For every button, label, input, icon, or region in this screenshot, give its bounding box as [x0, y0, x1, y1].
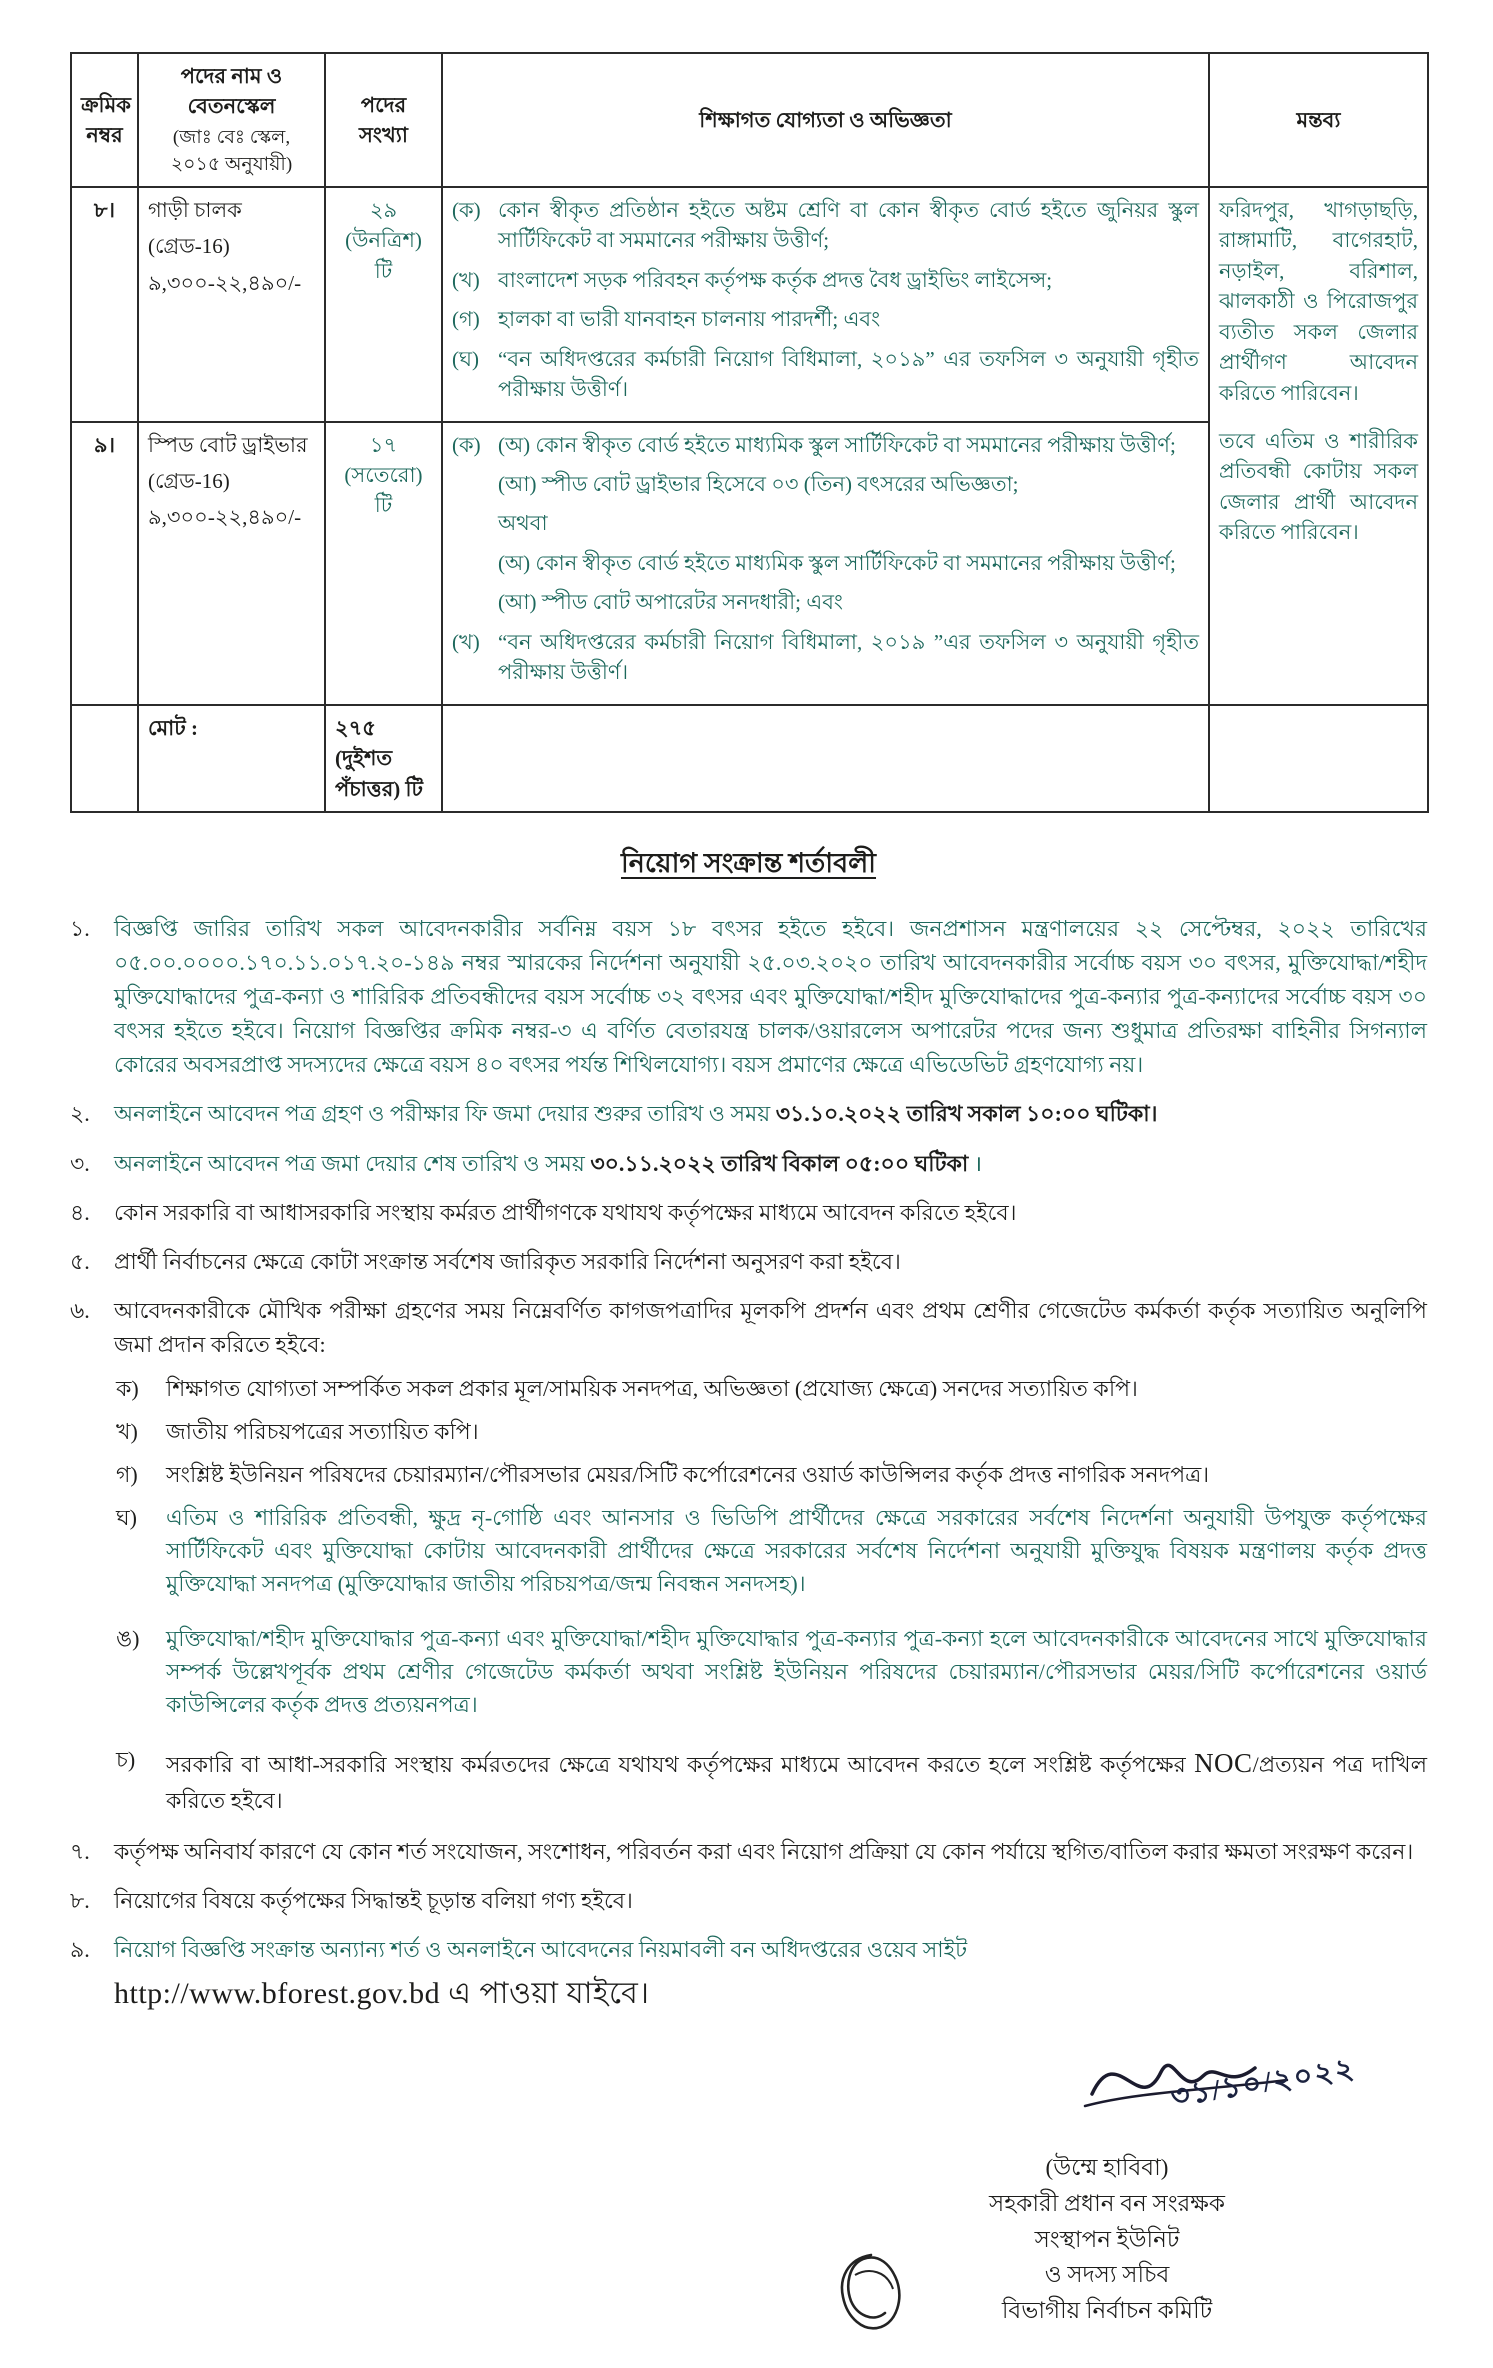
start-date: ৩১.১০.২০২২ তারিখ সকাল ১০:০০ ঘটিকা।: [775, 1101, 1158, 1127]
positions-table: [70, 52, 1429, 813]
term-6-sub-ga: গ) সংশ্লিষ্ট ইউনিয়ন পরিষদের চেয়ারম্যান/পৌরসভার মেয়র/সিটি কর্পোরেশনের ওয়ার্ড কাউন্সিলর কর্তৃক প্রদত্ত নাগরিক সনদপত্র।: [116, 1462, 1210, 1487]
signatory-title: সহকারী প্রধান বন সংরক্ষক: [989, 2190, 1225, 2216]
remarks-paragraph: ফরিদপুর, খাগড়াছড়ি, রাঙ্গামাটি, বাগেরহাট, নড়াইল, বরিশাল, ঝালকাঠী ও পিরোজপুর ব্যতীত সকল জেলার প্রার্থীগণ আবেদন করিতে পারিবেন।: [1219, 197, 1418, 405]
qualification-item: (খ) বাংলাদেশ সড়ক পরিবহন কর্তৃপক্ষ কর্তৃক প্রদত্ত বৈধ ড্রাইভিং লাইসেন্স;: [452, 267, 1053, 292]
term-9: ৯. নিয়োগ বিজ্ঞপ্তি সংক্রান্ত অন্যান্য শর্ত ও অনলাইনে আবেদনের নিয়মাবলী বন অধিদপ্তরের ওয়েব সাইট http://www.bforest.gov.bd এ পাওয়া যাইবে।: [70, 1936, 968, 2010]
term-3: ৩. অনলাইনে আবেদন পত্র জমা দেয়ার শেষ তারিখ ও সময় ৩০.১১.২০২২ তারিখ বিকাল ০৫:০০ ঘটিকা ।: [70, 1150, 983, 1176]
qualification-item: (আ) স্পীড বোট ড্রাইভার হিসেবে ০৩ (তিন) বৎসরের অভিজ্ঞতা;: [498, 472, 1019, 497]
terms-list: [70, 912, 1427, 2017]
stamp-scribble-icon: [829, 2245, 913, 2346]
term-6-sub-ka: ক) শিক্ষাগত যোগ্যতা সম্পর্কিত সকল প্রকার মূল/সাময়িক সনদপত্র, অভিজ্ঞতা (প্রযোজ্য ক্ষেত্রে) সনদের সত্যায়িত কপি।: [116, 1376, 1138, 1401]
table-row-driver: [71, 187, 1428, 422]
term-1: ১. বিজ্ঞপ্তি জারির তারিখ সকল আবেদনকারীর সর্বনিম্ন বয়স ১৮ বৎসর হইতে হইবে। জনপ্রশাসন মন্ত্রণালয়ের ২২ সেপ্টেম্বর, ২০২২ তারিখের ০৫.০০.০০০০.১৭০.১১.০১৭.২০-১৪৯ নম্বর স্মারকের নির্দেশনা অনুযায়ী ২৫.০৩.২০২০ তারিখ আবেদনকারীর সর্বোচ্চ বয়স ৩০ বৎসর, মুক্তিযোদ্ধা/শহীদ মুক্তিযোদ্ধাদের পুত্র-কন্যা ও শারিরিক প্রতিবন্ধীদের বয়স সর্বোচ্চ ৩২ বৎসর এবং মুক্তিযোদ্ধা/শহীদ মুক্তিযোদ্ধাদের পুত্র-কন্যার পুত্র-কন্যাদের সর্বোচ্চ বয়স ৩০ বৎসর হইতে হইবে। নিয়োগ বিজ্ঞপ্তির ক্রমিক নম্বর-৩ এ বর্ণিত বেতারযন্ত্র চালক/ওয়ারলেস অপারেটর পদের জন্য শুধুমাত্র প্রতিরক্ষা বাহিনীর সিগন্যাল কোরের অবসরপ্রাপ্ত সদস্যদের ক্ষেত্রে বয়স ৪০ বৎসর পর্যন্ত শিথিলযোগ্য। বয়স প্রমাণের ক্ষেত্রে এভিডেভিট গ্রহণযোগ্য নয়।: [70, 915, 1427, 1078]
empty-cell: [71, 705, 138, 812]
remarks-paragraph: তবে এতিম ও শারীরিক প্রতিবন্ধী কোটায় সকল জেলার প্রার্থী আবেদন করিতে পারিবেন।: [1219, 429, 1418, 545]
term-6-sub-uno: ঙ) মুক্তিযোদ্ধা/শহীদ মুক্তিযোদ্ধার পুত্র-কন্যা এবং মুক্তিযোদ্ধা/শহীদ মুক্তিযোদ্ধার পুত্র-কন্যার পুত্র-কন্যা হলে আবেদনকারীকে আবেদনের সাথে মুক্তিযোদ্ধার সম্পর্ক উল্লেখপূর্বক প্রথম শ্রেণীর গেজেটেড কর্মকর্তা অথবা সংশ্লিষ্ট ইউনিয়ন পরিষদের চেয়ারম্যান/পৌরসভার মেয়র/সিটি কর্পোরেশনের ওয়ার্ড কাউন্সিলের কর্তৃক প্রদত্ত প্রত্যয়নপত্র।: [116, 1626, 1427, 1717]
name-cell: [138, 187, 325, 422]
signature-block: [847, 2032, 1367, 2328]
qualification-item: (ক) (অ) কোন স্বীকৃত বোর্ড হইতে মাধ্যমিক স্কুল সার্টিফিকেট বা সমমানের পরীক্ষায় উত্তীর্ণ;: [452, 432, 1176, 457]
col-header-name: পদের নাম ও বেতনস্কেল (জাঃ বেঃ স্কেল, ২০১৫ অনুযায়ী): [138, 53, 325, 187]
total-count-cell: ২৭৫ (দুইশত পঁচাত্তর) টি: [325, 705, 442, 812]
qualification-item: অথবা: [498, 511, 548, 536]
signature-date: ৩১/১০/২০২২: [1168, 2052, 1359, 2114]
website-url: http://www.bforest.gov.bd: [114, 1976, 441, 2010]
end-date: ৩০.১১.২০২২ তারিখ বিকাল ০৫:০০ ঘটিকা: [590, 1150, 969, 1176]
empty-cell: [442, 705, 1209, 812]
qualification-item: (ক) কোন স্বীকৃত প্রতিষ্ঠান হইতে অষ্টম শ্রেণি বা কোন স্বীকৃত বোর্ড হইতে জুনিয়র স্কুল সার্টিফিকেট বা সমমানের পরীক্ষায় উত্তীর্ণ;: [452, 197, 1199, 253]
term-8: ৮. নিয়োগের বিষয়ে কর্তৃপক্ষের সিদ্ধান্তই চূড়ান্ত বলিয়া গণ্য হইবে।: [70, 1887, 633, 1913]
qualification-item: (গ) হালকা বা ভারী যানবাহন চালনায় পারদর্শী; এবং: [452, 307, 881, 332]
col-header-count: পদের সংখ্যা: [325, 53, 442, 187]
section-title: নিয়োগ সংক্রান্ত শর্তাবলী: [620, 847, 877, 878]
empty-cell: [1209, 705, 1428, 812]
qualification-item: (ঘ) “বন অধিদপ্তরের কর্মচারী নিয়োগ বিধিমালা, ২০১৯” এর তফসিল ৩ অনুযায়ী গৃহীত পরীক্ষায় উত্তীর্ণ।: [452, 346, 1199, 402]
term-7: ৭. কর্তৃপক্ষ অনিবার্য কারণে যে কোন শর্ত সংযোজন, সংশোধন, পরিবর্তন করা এবং নিয়োগ প্রক্রিয়া যে কোন পর্যায়ে স্থগিত/বাতিল করার ক্ষমতা সংরক্ষণ করেন।: [70, 1838, 1414, 1864]
signatory-name: (উম্মে হাবিবা): [1045, 2155, 1169, 2181]
serial-cell: ৯।: [71, 422, 138, 705]
qualification-cell: [442, 187, 1209, 422]
post-grade: (গ্রেড-16): [148, 469, 230, 494]
post-grade: (গ্রেড-16): [148, 234, 230, 259]
signature-area: [847, 2032, 1367, 2150]
name-cell: [138, 422, 325, 705]
post-name: স্পিড বোট ড্রাইভার: [148, 432, 308, 457]
qualification-item: (খ) “বন অধিদপ্তরের কর্মচারী নিয়োগ বিধিমালা, ২০১৯ ”এর তফসিল ৩ অনুযায়ী গৃহীত পরীক্ষায় উত্তীর্ণ।: [452, 629, 1199, 685]
count-cell: ২৯ (উনত্রিশ) টি: [325, 187, 442, 422]
noc-text: NOC: [1194, 1748, 1253, 1778]
col-header-serial: ক্রমিক নম্বর: [71, 53, 138, 187]
signatory-committee: বিভাগীয় নির্বাচন কমিটি: [1001, 2297, 1213, 2323]
table-total-row: [71, 705, 1428, 812]
col-header-remarks: মন্তব্য: [1209, 53, 1428, 187]
count-cell: ১৭ (সতেরো) টি: [325, 422, 442, 705]
post-name: গাড়ী চালক: [148, 197, 242, 222]
qualification-item: (আ) স্পীড বোট অপারেটর সনদধারী; এবং: [498, 590, 843, 615]
signatory-role: ও সদস্য সচিব: [1044, 2262, 1170, 2288]
qualification-item: (অ) কোন স্বীকৃত বোর্ড হইতে মাধ্যমিক স্কুল সার্টিফিকেট বা সমমানের পরীক্ষায় উত্তীর্ণ;: [498, 550, 1176, 575]
table-header-row: [71, 53, 1428, 187]
term-6-sub-kha: খ) জাতীয় পরিচয়পত্রের সত্যায়িত কপি।: [116, 1419, 479, 1444]
post-scale: ৯,৩০০-২২,৪৯০/-: [148, 270, 302, 295]
signatory-unit: সংস্থাপন ইউনিট: [1034, 2226, 1180, 2252]
qualification-cell: [442, 422, 1209, 705]
remarks-cell: [1209, 187, 1428, 705]
total-label-cell: মোট :: [138, 705, 325, 812]
term-6-sub-cha: চ) সরকারি বা আধা-সরকারি সংস্থায় কর্মরতদের ক্ষেত্রে যথাযথ কর্তৃপক্ষের মাধ্যমে আবেদন করতে হলে সংশ্লিষ্ট কর্তৃপক্ষের NOC/প্রত্যয়ন পত্র দাখিল করিতে হইবে।: [116, 1747, 1427, 1813]
post-scale: ৯,৩০০-২২,৪৯০/-: [148, 505, 302, 530]
term-5: ৫. প্রার্থী নির্বাচনের ক্ষেত্রে কোটা সংক্রান্ত সর্বশেষ জারিকৃত সরকারি নির্দেশনা অনুসরণ করা হইবে।: [70, 1248, 901, 1274]
term-2: ২. অনলাইনে আবেদন পত্র গ্রহণ ও পরীক্ষার ফি জমা দেয়ার শুরুর তারিখ ও সময় ৩১.১০.২০২২ তারিখ সকাল ১০:০০ ঘটিকা।: [70, 1101, 1158, 1127]
serial-cell: ৮।: [71, 187, 138, 422]
term-4: ৪. কোন সরকারি বা আধাসরকারি সংস্থায় কর্মরত প্রার্থীগণকে যথাযথ কর্তৃপক্ষের মাধ্যমে আবেদন করিতে হইবে।: [70, 1199, 1017, 1225]
col-header-qualification: শিক্ষাগত যোগ্যতা ও অভিজ্ঞতা: [442, 53, 1209, 187]
term-6: ৬. আবেদনকারীকে মৌখিক পরীক্ষা গ্রহণের সময় নিম্নেবর্ণিত কাগজপত্রাদির মূলকপি প্রদর্শন এবং প্রথম শ্রেণীর গেজেটেড কর্মকর্তা কর্তৃক সত্যায়িত অনুলিপি জমা প্রদান করিতে হইবে:: [70, 1297, 1427, 1357]
term-6-sub-gha: ঘ) এতিম ও শারিরিক প্রতিবন্ধী, ক্ষুদ্র নৃ-গোষ্ঠি এবং আনসার ও ভিডিপি প্রার্থীদের ক্ষেত্রে সরকারের সর্বশেষ নিদের্শনা অনুযায়ী উপযুক্ত কর্তৃপক্ষের সার্টিফিকেট এবং মুক্তিযোদ্ধা কোটায় আবেদনকারী প্রার্থীদের ক্ষেত্রে সরকারের সর্বশেষ নির্দেশনা অনুযায়ী মুক্তিযুদ্ধ বিষয়ক মন্ত্রণালয় কর্তৃক প্রদত্ত মুক্তিযোদ্ধা সনদপত্র (মুক্তিযোদ্ধার জাতীয় পরিচয়পত্র/জন্ম নিবন্ধন সনদসহ)।: [116, 1505, 1427, 1596]
